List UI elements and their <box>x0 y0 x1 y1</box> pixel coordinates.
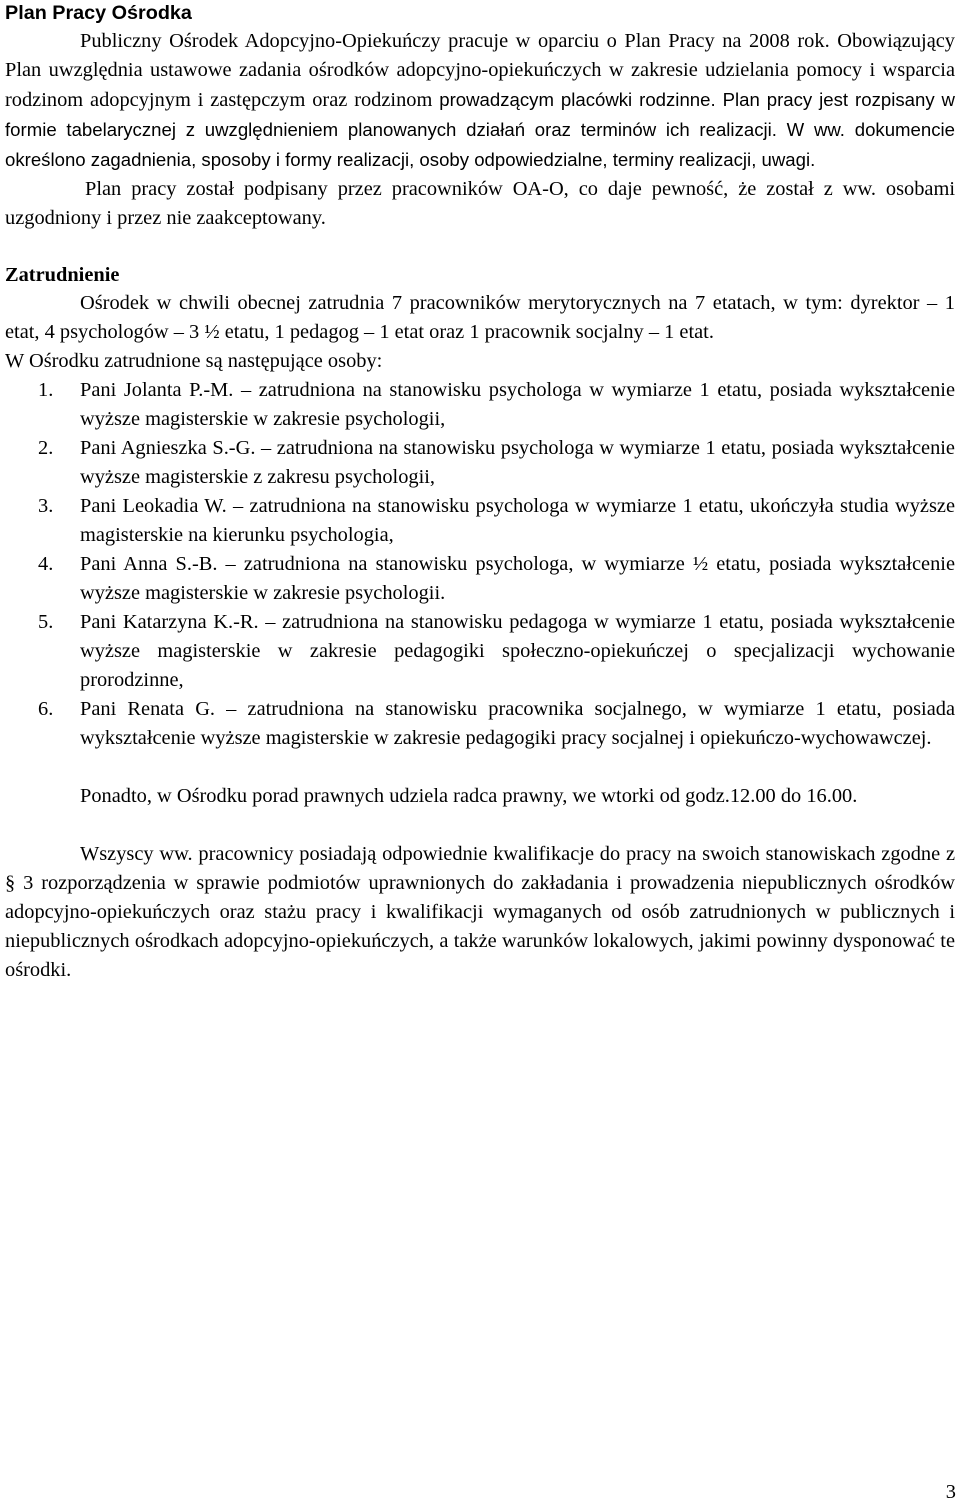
plan-paragraph-1 <box>5 27 955 175</box>
qualifications-paragraph: Wszyscy ww. pracownicy posiadają odpowiednie kwalifikacje do pracy na swoich stanowiskach zgodne z § 3 rozporządzenia w sprawie podmiotów uprawnionych do zakładania i prowadzenia niepublicznych ośrodków adopcyjno-opiekuńczych oraz stażu pracy i kwalifikacji wymaganych od osób zatrudnionych w publicznych i niepublicznych ośrodkach adopcyjno-opiekuńczych, a także warunków lokalowych, jakimi powinny dysponować te ośrodki. <box>5 843 955 981</box>
list-item-number: 3. <box>38 495 54 517</box>
page-number: 3 <box>945 1481 956 1503</box>
staff-list-intro: W Ośrodku zatrudnione są następujące osoby: <box>5 350 383 372</box>
list-item-number: 6. <box>38 698 54 720</box>
list-item <box>5 434 955 492</box>
plan-paragraph-2: Plan pracy został podpisany przez pracowników OA-O, co daje pewność, że został z ww. osobami uzgodniony i przez nie zaakceptowany. <box>5 178 955 229</box>
list-item-text: Pani Leokadia W. – zatrudniona na stanowisku psychologa w wymiarze 1 etatu, ukończyła studia wyższe magisterskie na kierunku psychologia, <box>80 495 955 546</box>
list-item-text: Pani Jolanta P.-M. – zatrudniona na stanowisku psychologa w wymiarze 1 etatu, posiada wykształcenie wyższe magisterskie w zakresie psychologii, <box>80 379 955 430</box>
staff-list <box>5 376 955 753</box>
plan-paragraph-1-sans: prowadzącym placówki rodzinne. Plan pracy jest rozpisany w formie tabelarycznej z uwzględnieniem planowanych działań oraz terminów ich realizacji. W ww. dokumencie określono zagadnienia, sposoby i formy realizacji, osoby odpowiedzialne, terminy realizacji, uwagi. <box>5 89 955 170</box>
list-item <box>5 608 955 695</box>
document-page <box>5 0 955 985</box>
spacer <box>5 233 955 262</box>
list-item <box>5 492 955 550</box>
list-item-text: Pani Renata G. – zatrudniona na stanowisku pracownika socjalnego, w wymiarze 1 etatu, posiada wykształcenie wyższe magisterskie w zakresie pedagogiki pracy socjalnej i opiekuńczo-wychowawczej. <box>80 698 955 749</box>
staff-intro-paragraph: Ośrodek w chwili obecnej zatrudnia 7 pracowników merytorycznych na 7 etatach, w tym: dyrektor – 1 etat, 4 psychologów – 3 ½ etatu, 1 pedagog – 1 etat oraz 1 pracownik socjalny – 1 etat. <box>5 292 955 343</box>
list-item <box>5 376 955 434</box>
list-item-text: Pani Katarzyna K.-R. – zatrudniona na stanowisku pedagoga w wymiarze 1 etatu, posiada wykształcenie wyższe magisterskie w zakresie pedagogiki społeczno-opiekuńczej o specjalizacji wychowanie prorodzinne, <box>80 611 955 691</box>
section-heading-plan: Plan Pracy Ośrodka <box>5 2 192 24</box>
list-item-number: 5. <box>38 611 54 633</box>
plan-paragraph-1-serif: Publiczny Ośrodek Adopcyjno-Opiekuńczy pracuje w oparciu o Plan Pracy na 2008 rok. Obowiązujący Plan uwzględnia ustawowe zadania ośrodków adopcyjno-opiekuńczych w zakresie udzielania pomocy i wsparcia rodzinom adopcyjnym i zastępczym oraz rodzinom <box>5 30 955 111</box>
list-item-text: Pani Agnieszka S.-G. – zatrudniona na stanowisku psychologa w wymiarze 1 etatu, posiada wykształcenie wyższe magisterskie z zakresu psychologii, <box>80 437 955 488</box>
list-item-number: 4. <box>38 553 54 575</box>
list-item <box>5 695 955 753</box>
list-item-number: 2. <box>38 437 54 459</box>
section-heading-staff: Zatrudnienie <box>5 264 120 286</box>
list-item <box>5 550 955 608</box>
list-item-text: Pani Anna S.-B. – zatrudniona na stanowisku psychologa, w wymiarze ½ etatu, posiada wykształcenie wyższe magisterskie w zakresie psychologii. <box>80 553 955 604</box>
legal-advice-paragraph: Ponadto, w Ośrodku porad prawnych udziela radca prawny, we wtorki od godz.12.00 do 16.00. <box>80 785 858 807</box>
spacer <box>5 753 955 782</box>
list-item-number: 1. <box>38 379 54 401</box>
spacer <box>5 811 955 840</box>
